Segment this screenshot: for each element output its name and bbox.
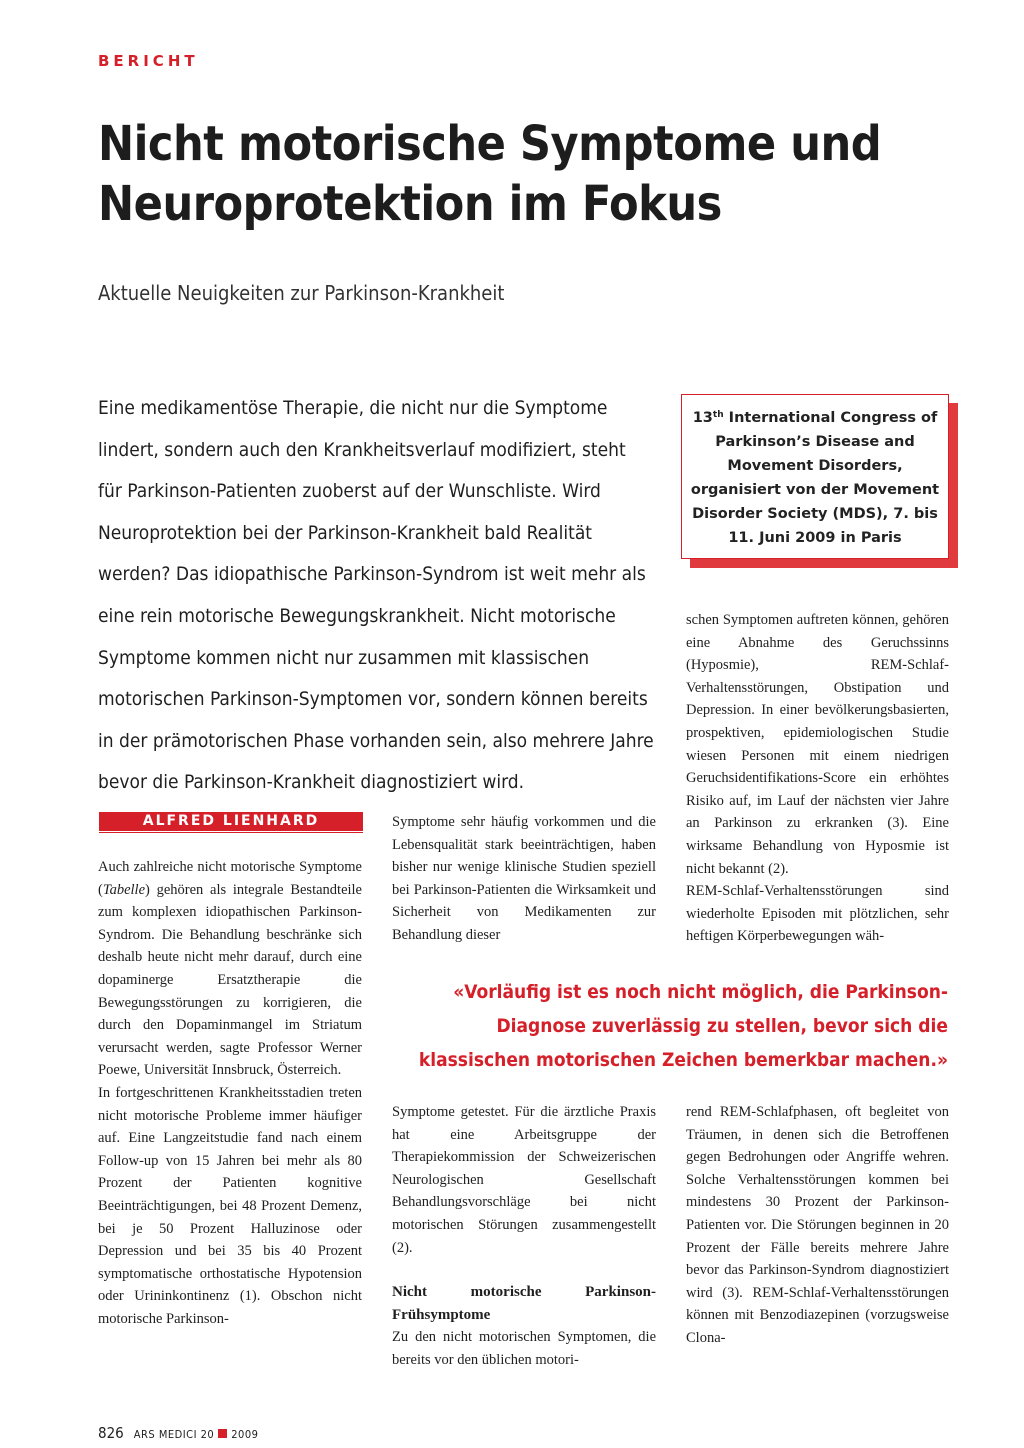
column-1 — [98, 856, 362, 1330]
pull-quote: «Vorläufig ist es noch nicht möglich, die Parkinson-Diagnose zuverlässig zu stellen, bevor sich die klassischen motorischen Zeichen bemerkbar machen.» — [418, 981, 948, 1071]
author-name: ALFRED LIENHARD — [142, 813, 320, 829]
lead-paragraph: Eine medikamentöse Therapie, die nicht nur die Symptome lindert, sondern auch den Krankheitsverlauf modifiziert, steht für Parkinson-Patienten zuoberst auf der Wunschliste. Wird Neuroprotektion bei der Parkinson-Krankheit bald Realität werden? Das idiopathische Parkinson-Syndrom ist weit mehr als eine rein motorische Bewegungskrankheit. Nicht motorische Symptome kommen nicht nur zusammen mit klassischen motorischen Parkinson-Symptomen vor, sondern können bereits in der prämotorischen Phase vorhanden sein, also mehrere Jahre bevor die Parkinson-Krankheit diagnostiziert wird. — [98, 397, 654, 794]
col3-paragraph-3: rend REM-Schlafphasen, oft begleitet von Träumen, in denen sich die Betroffenen gegen Bedrohungen oder Angriffe wehren. Solche Verhaltensstörungen kommen bei mindestens 30 Prozent der Parkinson-Patienten vor. Die Störungen beginnen in 20 Prozent der Fälle bereits mehrere Jahre bevor das Parkinson-Syndrom diagnostiziert wird (3). REM-Schlaf-Verhaltensstörungen können mit Benzodiazepinen (vorzugsweise Clona- — [686, 1104, 949, 1346]
col2-paragraph-2: Symptome getestet. Für die ärztliche Praxis hat eine Arbeitsgruppe der Therapiekommission der Schweizerischen Neurologischen Gesellschaft Behandlungsvorschläge bei nicht motorischen Störungen zusammengestellt (2). — [392, 1104, 656, 1256]
section-heading: Nicht motorische Parkinson-Frühsymptome — [392, 1284, 656, 1323]
col2-paragraph-3: Zu den nicht motorischen Symptomen, die bereits vor den üblichen motori- — [392, 1329, 656, 1368]
info-number: 13 — [692, 410, 713, 426]
info-body: International Congress of Parkinson’s Disease and Movement Disorders, organisiert von der Movement Disorder Society (MDS), 7. bis 11. Juni 2009 in Paris — [690, 410, 940, 546]
col1-p1-text-a: Auch zahlreiche nicht motorische Symptome ( — [98, 859, 362, 898]
col1-p1-text-b: ) gehören als integrale Bestandteile zum komplexen idiopathischen Parkinson-Syndrom. Die Behandlung beschränke sich deshalb heute nicht mehr darauf, durch eine dopaminerge Ersatztherapie die Bewegungsstörungen zu korrigieren, die durch den Dopaminmangel im Striatum verursacht werden, sagte Professor Werner Poewe, Universität Innsbruck, Österreich. — [98, 881, 362, 1079]
congress-info-box — [681, 394, 949, 559]
page-footer — [98, 1423, 258, 1442]
article-title — [98, 114, 958, 234]
col2-paragraph-1: Symptome sehr häufig vorkommen und die Lebensqualität stark beeinträchtigen, haben bisher nur wenige klinische Studien speziell bei Parkinson-Patienten die Wirksamkeit und Sicherheit von Medikamenten zur Behandlung dieser — [392, 814, 656, 943]
table-reference: Tabelle — [102, 881, 146, 898]
col1-paragraph-1 — [98, 856, 362, 1082]
col3-paragraph-1: schen Symptomen auftreten können, gehören eine Abnahme des Geruchssinns (Hyposmie), REM-Schlaf-Verhaltensstörungen, Obstipation und Depression. In einer bevölkerungsbasierten, prospektiven, epidemiologischen Studie wiesen Personen mit einem niedrigen Geruchsidentifikations-Score ein erhöhtes Risiko auf, im Lauf der nächsten vier Jahre an Parkinson zu erkranken (3). Eine wirksame Behandlung von Hyposmie ist nicht bekannt (2). — [686, 612, 949, 877]
title-line-1: Nicht motorische Symptome und — [98, 116, 882, 172]
red-square-icon — [218, 1429, 227, 1438]
column-3-top — [686, 609, 949, 948]
author-underline — [99, 832, 363, 833]
col3-paragraph-2: REM-Schlaf-Verhaltensstörungen sind wiederholte Episoden mit plötzlichen, sehr heftigen Körperbewegungen wäh- — [686, 883, 949, 945]
congress-info-text — [682, 406, 948, 550]
article-subtitle: Aktuelle Neuigkeiten zur Parkinson-Krankheit — [98, 281, 505, 305]
column-2-top — [392, 811, 656, 947]
section-label: BERICHT — [98, 52, 199, 70]
column-3-bottom — [686, 1101, 949, 1350]
page-number: 826 — [98, 1424, 124, 1442]
title-line-2: Neuroprotektion im Fokus — [98, 176, 722, 232]
magazine-name: ARS MEDICI 20 — [133, 1428, 215, 1441]
issue-year: 2009 — [231, 1428, 259, 1441]
col1-paragraph-2: In fortgeschrittenen Krankheitsstadien treten nicht motorische Probleme immer häufiger auf. Eine Langzeitstudie fand nach einem Follow-up von 15 Jahren bei mehr als 80 Prozent der Patienten kognitive Beeinträchtigungen, bei 48 Prozent Demenz, bei je 50 Prozent Halluzinose oder Depression und bei 35 bis 40 Prozent symptomatische orthostatische Hypotension oder Urininkontinenz (1). Obschon nicht motorische Parkinson- — [98, 1084, 362, 1327]
info-superscript: th — [712, 410, 724, 420]
column-2-bottom — [392, 1101, 656, 1372]
